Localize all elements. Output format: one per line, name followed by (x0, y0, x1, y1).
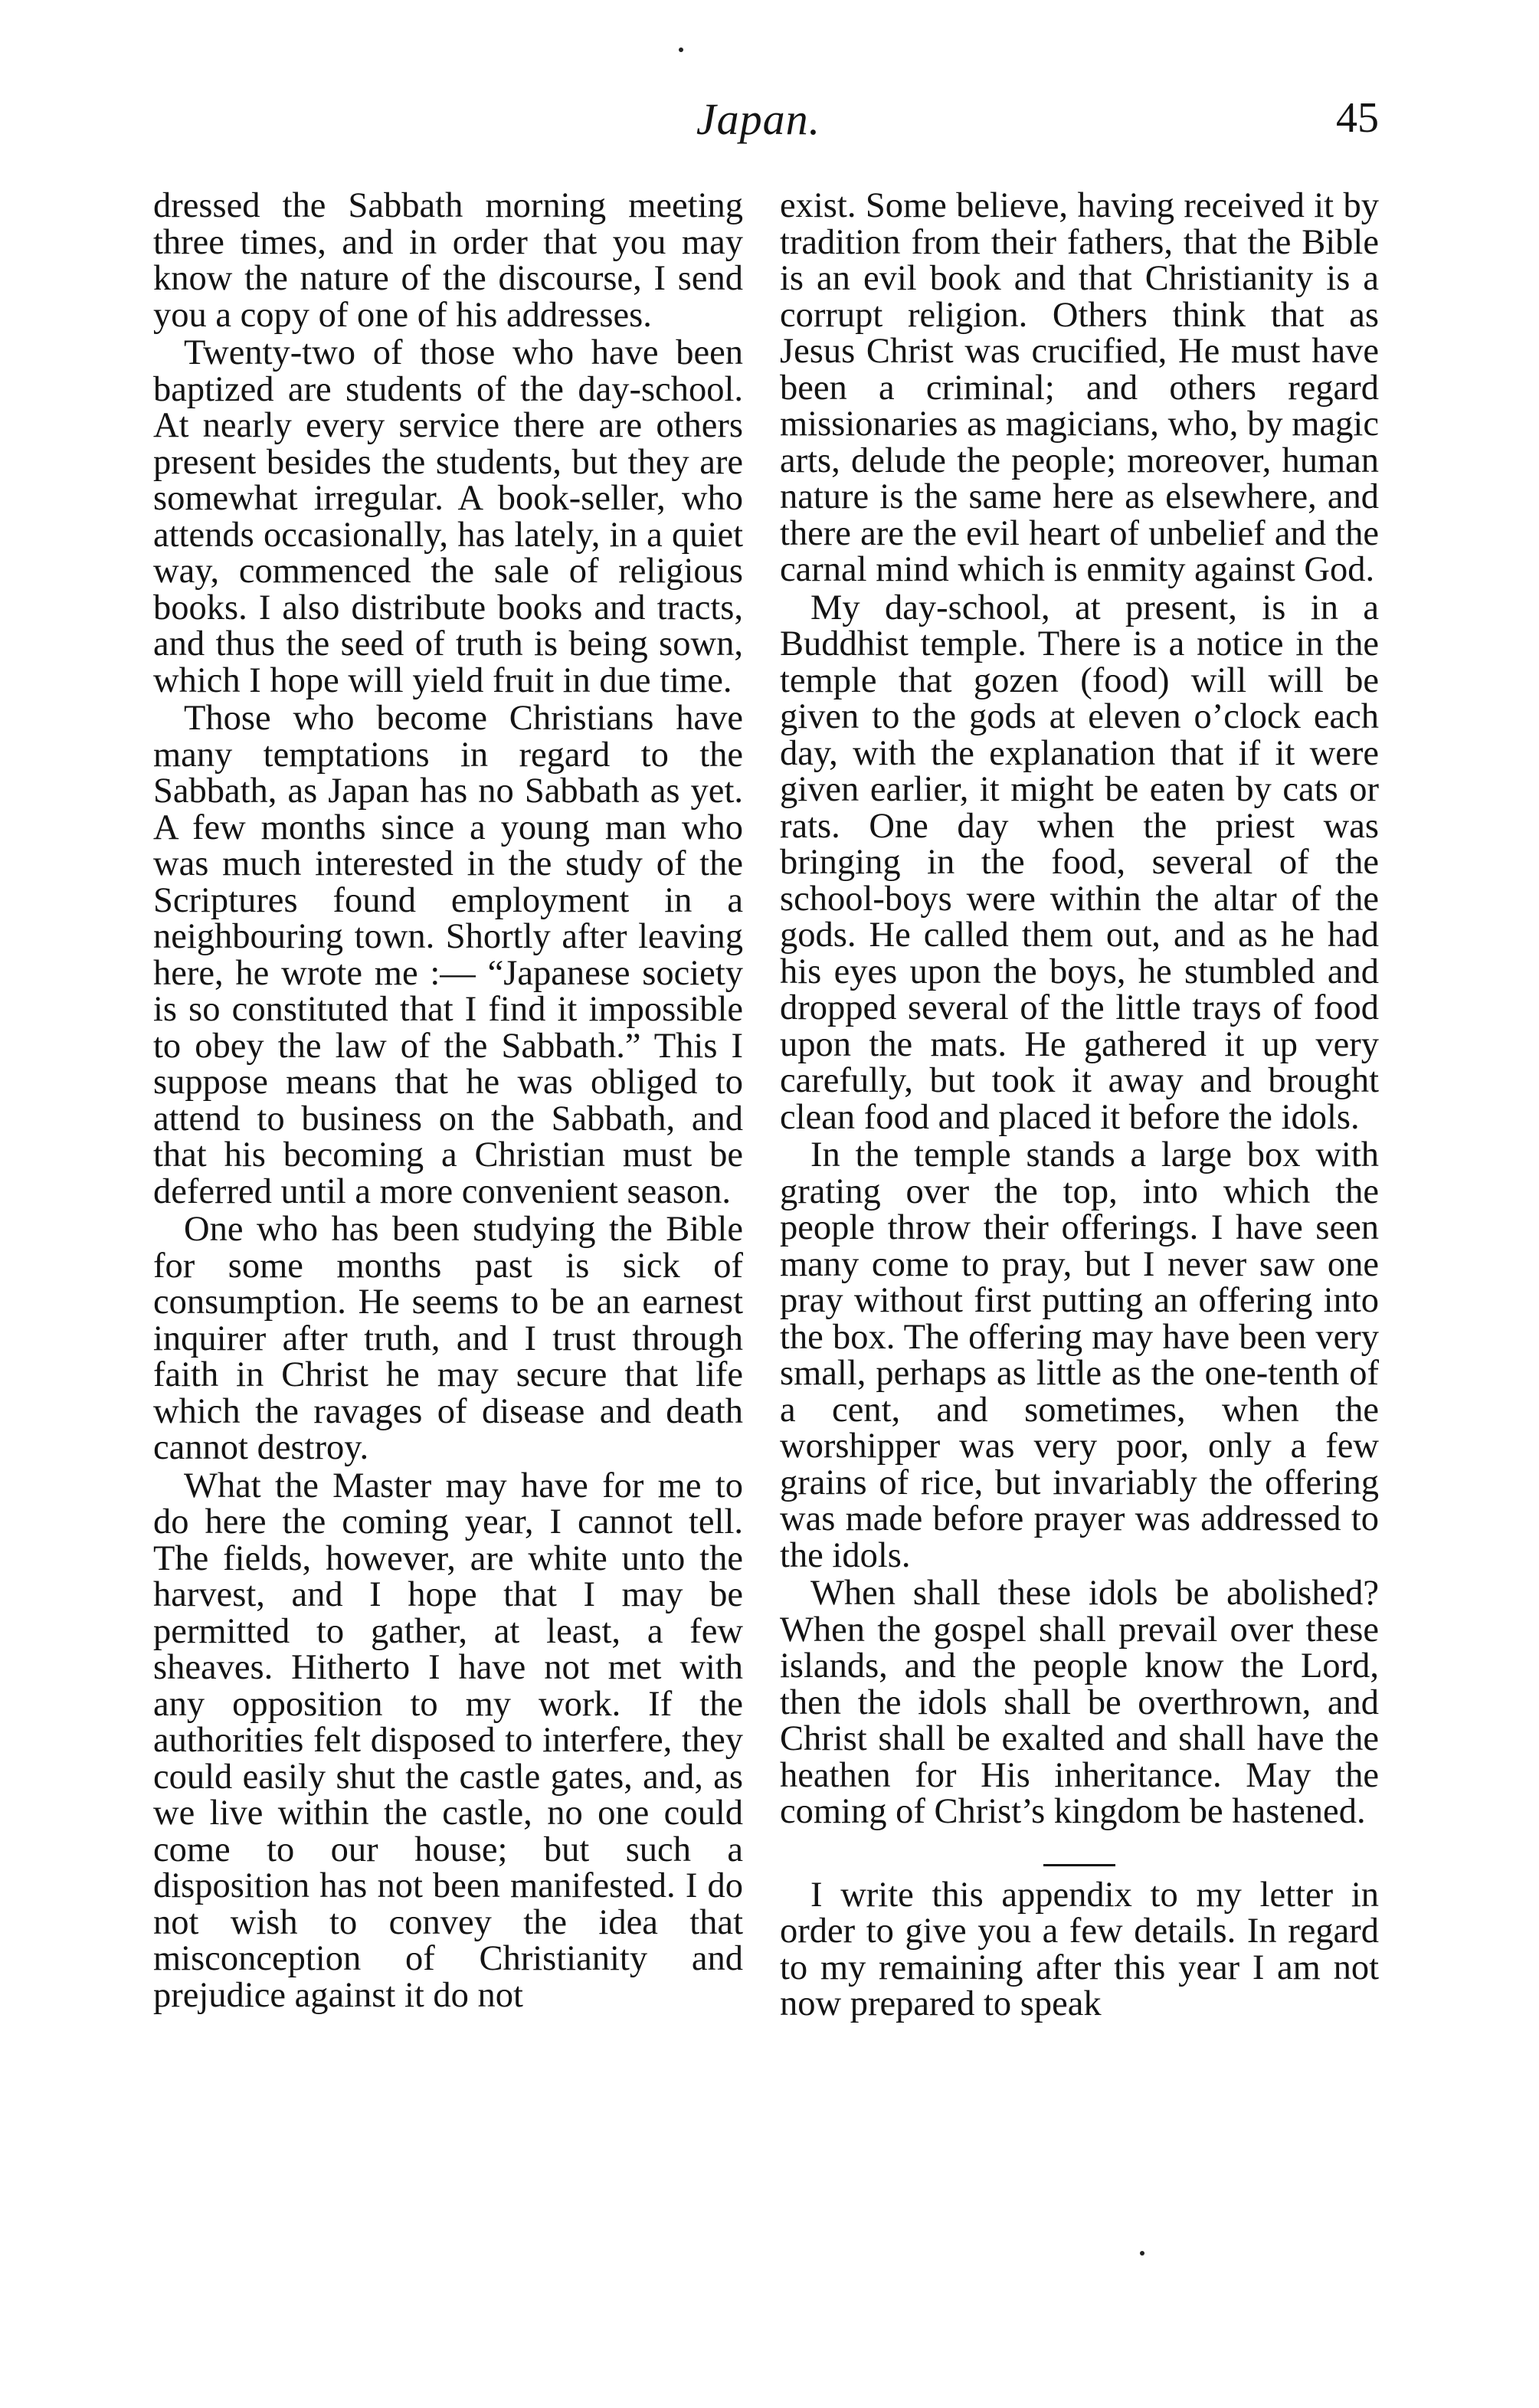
paragraph: What the Master may have for me to do here the coming year, I cannot tell. The fields, however, are white unto the harvest, and I hope that I may be permitted to gather, at least, a few sheaves. Hitherto I have not met with any opposition to my work. If the authorities felt disposed to interfere, they could easily shut the castle gates, and, as we live within the castle, no one could come to our house; but such a disposition has not been manifested. I do not wish to convey the idea that misconception of Christianity and prejudice against it do not (153, 1466, 743, 2015)
appendix-paragraph: I write this appendix to my letter in order to give you a few details. In regard to my remaining after this year I am not now prepared to speak (780, 1875, 1379, 2023)
paragraph: My day-school, at present, is in a Buddhist temple. There is a notice in the temple that gozen (food) will will be given to the gods at eleven o’clock each day, with the explanation that if it were given earlier, it might be eaten by cats or rats. One day when the priest was bringing in the food, several of the school-boys were within the altar of the gods. He called them out, and as he had his eyes upon the boys, he stumbled and dropped several of the little trays of food upon the mats. He gathered it up very carefully, but took it away and brought clean food and placed it before the idols. (780, 588, 1379, 1137)
paragraph: When shall these idols be abolished? When the gospel shall prevail over these islands, and the people know the Lord, then the idols shall be overthrown, and Christ shall be exalted and shall have the heathen for His inheritance. May the coming of Christ’s kingdom be hastened. (780, 1574, 1379, 1831)
paragraph: Those who become Christians have many temptations in regard to the Sabbath, as Japan has no Sabbath as yet. A few months since a young man who was much interested in the study of the Scriptures found employment in a neighbouring town. Shortly after leaving here, he wrote me :— “Japanese society is so constituted that I find it impossible to obey the law of the Sabbath.” This I suppose means that he was obliged to attend to business on the Sabbath, and that his becoming a Christian must be deferred until a more convenient season. (153, 699, 743, 1211)
running-head (0, 93, 1379, 155)
paragraph: dressed the Sabbath morning meeting three times, and in order that you may know the nature of the discourse, I send you a copy of one of his addresses. (153, 186, 743, 335)
paragraph: One who has been studying the Bible for some months past is sick of consumption. He seems to be an earnest inquirer after truth, and I trust through faith in Christ he may secure that life which the ravages of disease and death cannot destroy. (153, 1210, 743, 1467)
print-speck (1140, 2251, 1144, 2256)
section-divider (1043, 1864, 1115, 1866)
print-speck (679, 48, 683, 52)
page-number: 45 (1336, 94, 1379, 142)
right-column (780, 188, 1379, 2023)
paragraph: Twenty-two of those who have been baptized are students of the day-school. At nearly every service there are others present besides the students, but they are somewhat irregular. A book-seller, who attends occasionally, has lately, in a quiet way, commenced the sale of religious books. I also distribute books and tracts, and thus the seed of truth is being sown, which I hope will yield fruit in due time. (153, 333, 743, 700)
paragraph: In the temple stands a large box with grating over the top, into which the people throw their offerings. I have seen many come to pray, but I never saw one pray without first putting an offering into the box. The offering may have been very small, perhaps as little as the one-tenth of a cent, and sometimes, when the worshipper was very poor, only a few grains of rice, but invariably the offering was made before prayer was addressed to the idols. (780, 1135, 1379, 1575)
left-column (153, 188, 743, 2013)
running-title: Japan. (696, 94, 821, 144)
paragraph: exist. Some believe, having received it by tradition from their fathers, that the Bible is an evil book and that Christianity is a corrupt religion. Others think that as Jesus Christ was crucified, He must have been a criminal; and others regard missionaries as magicians, who, by magic arts, delude the people; moreover, human nature is the same here as elsewhere, and there are the evil heart of unbelief and the carnal mind which is enmity against God. (780, 186, 1379, 589)
